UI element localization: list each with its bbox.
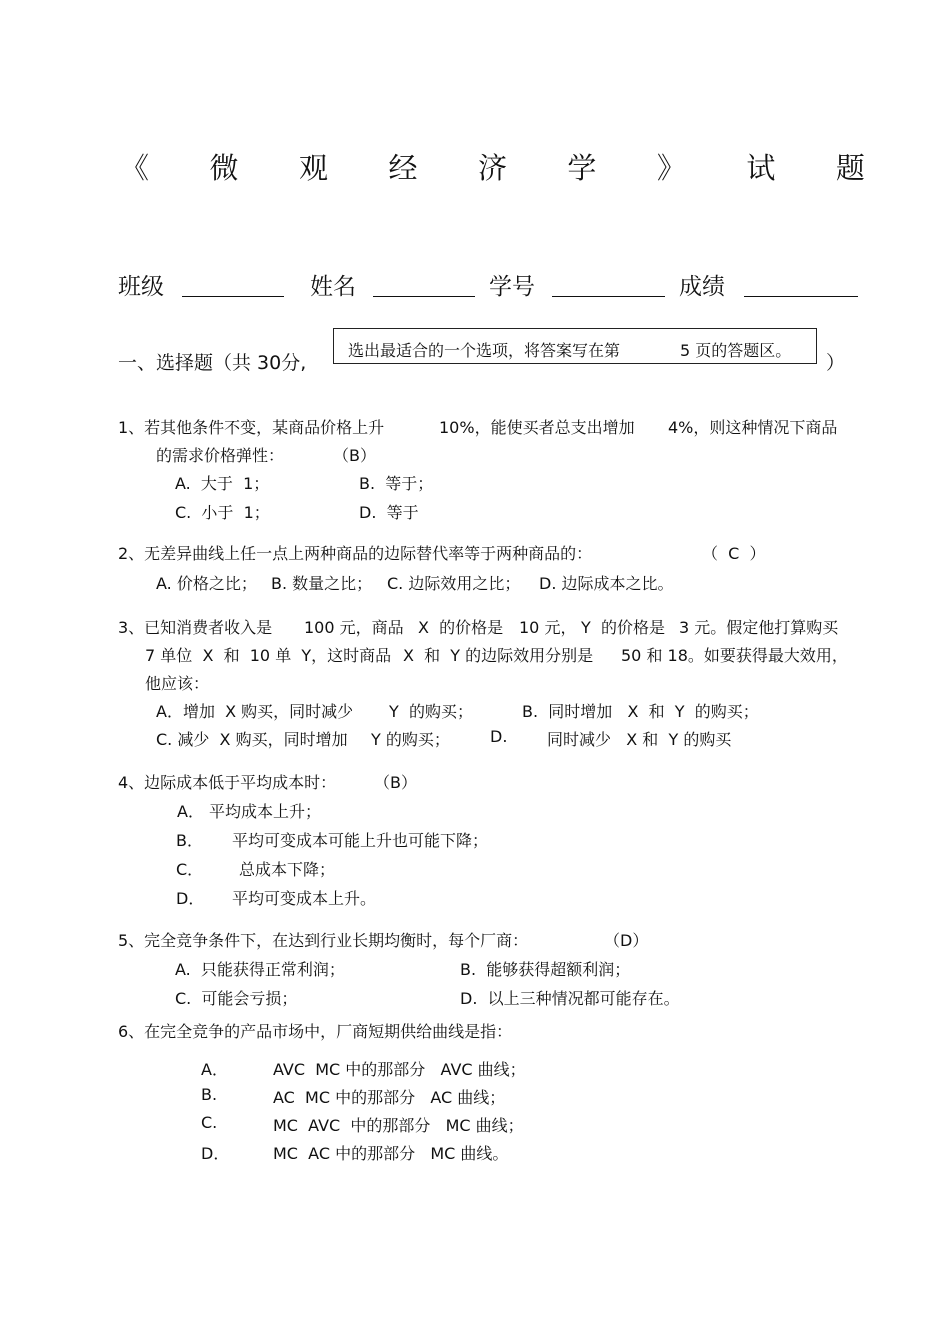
q3-text: Y 的价格是 <box>581 618 665 637</box>
q4-option-c[interactable]: 总成本下降； <box>239 860 336 879</box>
q1-text: 10%，能使买者总支出增加 <box>439 418 635 437</box>
q3-text: X 的价格是 <box>418 618 504 637</box>
instruction-text: 选出最适合的一个选项，将答案写在第 <box>348 341 621 360</box>
q3-option-c-cont[interactable]: Y 的购买； <box>371 730 450 749</box>
title-char: 》 <box>656 151 686 185</box>
title-char: 《 <box>120 151 150 185</box>
q3-text: 50 和 18。如要获得最大效用， <box>621 646 848 665</box>
q6-option-c-letter[interactable]: C. <box>201 1113 218 1132</box>
q6-option-b[interactable]: AC MC 中的那部分 AC 曲线； <box>273 1088 506 1107</box>
q2-option-c[interactable]: C. 边际效用之比； <box>387 574 521 593</box>
title-char: 题 <box>835 151 865 185</box>
section-heading-close: ） <box>826 352 846 374</box>
q4-option-a-letter[interactable]: A． <box>177 802 204 821</box>
q6-option-c[interactable]: MC AVC 中的那部分 MC 曲线； <box>273 1116 524 1135</box>
score-label: 成绩 <box>679 274 725 300</box>
q3-option-d-cont[interactable]: 同时减少 X 和 Y 的购买 <box>547 730 732 749</box>
q3-text: 3、已知消费者收入是 <box>118 618 273 637</box>
q1-option-b[interactable]: B. 等于； <box>359 474 434 493</box>
title-char: 经 <box>388 151 418 185</box>
q2-text: 2、无差异曲线上任一点上两种商品的边际替代率等于两种商品的： <box>118 544 593 563</box>
q3-text: 100 元，商品 <box>304 618 404 637</box>
title-char: 微 <box>209 151 239 185</box>
q3-text: 10 元， <box>519 618 577 637</box>
q6-option-b-letter[interactable]: B. <box>201 1085 218 1104</box>
section-heading: 一、选择题（共 30分, <box>118 352 307 374</box>
q1-text: 4%，则这种情况下商品 <box>668 418 838 437</box>
q3-text: 7 单位 X 和 10 单 Y，这时商品 <box>145 646 392 665</box>
q3-text: X 和 Y 的边际效用分别是 <box>403 646 594 665</box>
q5-text: 5、完全竞争条件下，在达到行业长期均衡时，每个厂商： <box>118 931 529 950</box>
q4-answer: （B） <box>374 773 417 792</box>
q4-option-a[interactable]: 平均成本上升； <box>209 802 322 821</box>
q6-text: 6、在完全竞争的产品市场中，厂商短期供给曲线是指： <box>118 1022 513 1041</box>
q2-option-b[interactable]: B. 数量之比； <box>271 574 373 593</box>
q3-option-b[interactable]: B. 同时增加 X 和 Y 的购买； <box>522 702 759 721</box>
class-label: 班级 <box>118 274 164 300</box>
q2-option-a[interactable]: A. 价格之比； <box>156 574 257 593</box>
q6-option-d[interactable]: MC AC 中的那部分 MC 曲线。 <box>273 1144 509 1163</box>
q4-option-b-letter[interactable]: B． <box>176 831 203 850</box>
q3-option-d[interactable]: D. <box>490 727 508 746</box>
instruction-text-page: 5 页的答题区。 <box>680 341 792 360</box>
q2-answer: （ C ） <box>702 544 766 563</box>
name-blank[interactable] <box>373 296 475 297</box>
title-char: 观 <box>298 151 328 185</box>
q1-text: 的需求价格弹性： <box>156 446 285 465</box>
title-char: 试 <box>746 151 776 185</box>
q5-option-d[interactable]: D. 以上三种情况都可能存在。 <box>460 989 680 1008</box>
q1-option-a[interactable]: A. 大于 1； <box>175 474 270 493</box>
student-id-blank[interactable] <box>552 296 665 297</box>
page-title <box>120 146 865 186</box>
q4-option-d[interactable]: 平均可变成本上升。 <box>232 889 377 908</box>
q3-option-a-cont[interactable]: Y 的购买； <box>389 702 473 721</box>
q3-option-c[interactable]: C. 减少 X 购买，同时增加 <box>156 730 348 749</box>
q5-option-a[interactable]: A. 只能获得正常利润； <box>175 960 345 979</box>
q5-option-c[interactable]: C. 可能会亏损； <box>175 989 298 1008</box>
class-blank[interactable] <box>182 296 284 297</box>
title-char: 学 <box>567 151 597 185</box>
q3-text: 3 元。假定他打算购买 <box>679 618 839 637</box>
name-label: 姓名 <box>310 274 356 300</box>
q1-answer: （B） <box>333 446 376 465</box>
q1-option-c[interactable]: C. 小于 1； <box>175 503 270 522</box>
q6-option-a-letter[interactable]: A． <box>201 1060 228 1079</box>
q6-option-d-letter[interactable]: D． <box>201 1144 230 1163</box>
q4-text: 4、边际成本低于平均成本时： <box>118 773 337 792</box>
q6-option-a[interactable]: AVC MC 中的那部分 AVC 曲线； <box>273 1060 526 1079</box>
q4-option-c-letter[interactable]: C． <box>176 860 204 879</box>
q1-text: 1、若其他条件不变，某商品价格上升 <box>118 418 385 437</box>
q1-option-d[interactable]: D. 等于 <box>359 503 419 522</box>
student-id-label: 学号 <box>489 274 535 300</box>
score-blank[interactable] <box>744 296 858 297</box>
q4-option-b[interactable]: 平均可变成本可能上升也可能下降； <box>232 831 489 850</box>
q3-text: 他应该： <box>145 674 210 693</box>
q3-option-a[interactable]: A．增加 X 购买，同时减少 <box>156 702 354 721</box>
q4-option-d-letter[interactable]: D． <box>176 889 205 908</box>
q5-answer: （D） <box>604 931 649 950</box>
q5-option-b[interactable]: B. 能够获得超额利润； <box>460 960 631 979</box>
q2-option-d[interactable]: D. 边际成本之比。 <box>539 574 674 593</box>
title-char: 济 <box>477 151 507 185</box>
